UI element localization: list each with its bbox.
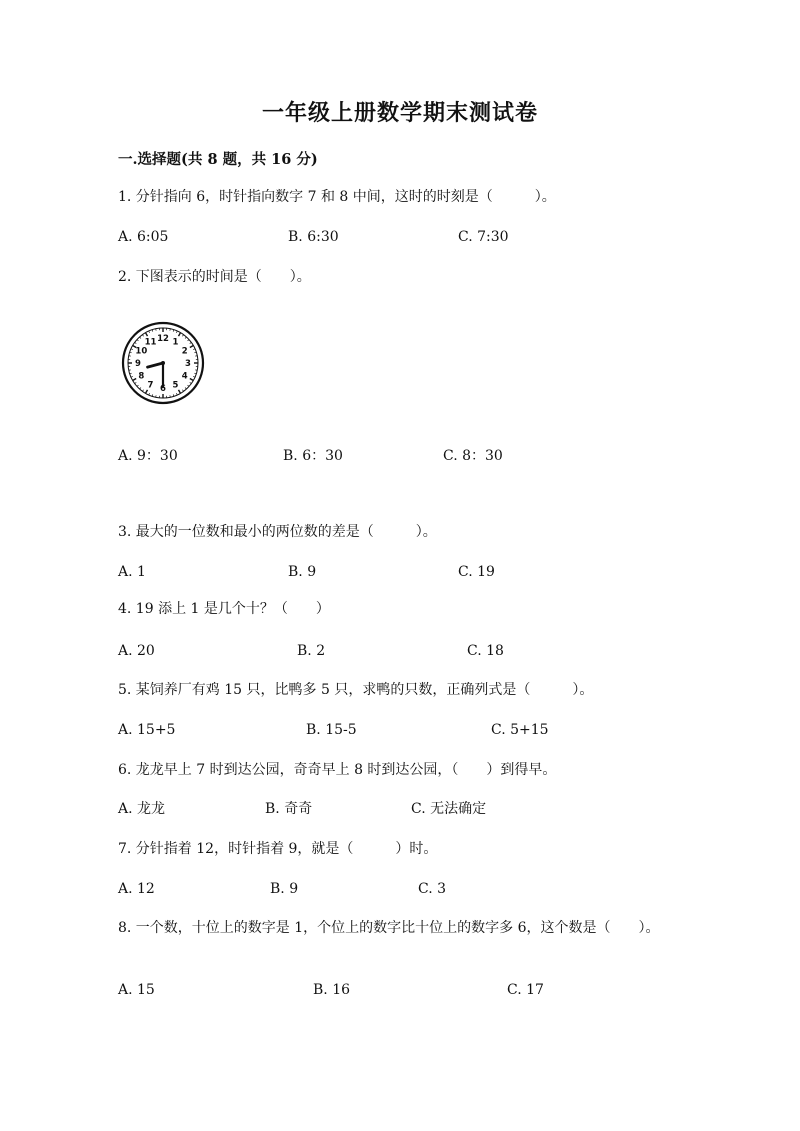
q4-option-b[interactable]: B. 2 — [297, 643, 326, 659]
q4-option-c[interactable]: C. 18 — [467, 643, 504, 659]
q3-option-c[interactable]: C. 19 — [458, 564, 495, 580]
q3-option-a[interactable]: A. 1 — [118, 564, 146, 580]
clock-number: 12 — [157, 334, 169, 344]
q5-option-a[interactable]: A. 15+5 — [118, 722, 176, 738]
clock-number: 9 — [135, 359, 141, 369]
page-title: 一年级上册数学期末测试卷 — [261, 100, 538, 126]
q7-option-a[interactable]: A. 12 — [118, 881, 155, 897]
q1-option-b[interactable]: B. 6:30 — [288, 229, 339, 245]
clock-number: 10 — [135, 346, 148, 357]
section-heading: 一.选择题(共 8 题，共 16 分) — [118, 151, 318, 168]
q5-option-c[interactable]: C. 5+15 — [491, 722, 549, 738]
question-7: 7. 分针指着 12，时针指着 9，就是（ ）时。 — [118, 841, 438, 857]
q8-option-c[interactable]: C. 17 — [507, 982, 544, 998]
q1-option-c[interactable]: C. 7:30 — [458, 229, 509, 245]
clock-number: 7 — [147, 380, 154, 391]
q2-option-b[interactable]: B. 6：30 — [283, 448, 343, 464]
clock-number: 1 — [172, 337, 179, 348]
question-4: 4. 19 添上 1 是几个十？（ ） — [118, 601, 330, 617]
q4-option-a[interactable]: A. 20 — [118, 643, 155, 659]
clock-figure — [121, 321, 205, 405]
clock-number: 3 — [185, 359, 191, 369]
clock-number: 11 — [144, 337, 157, 348]
question-6: 6. 龙龙早上 7 时到达公园，奇奇早上 8 时到达公园，（ ）到得早。 — [118, 762, 557, 778]
q1-option-a[interactable]: A. 6:05 — [118, 229, 169, 245]
question-3: 3. 最大的一位数和最小的两位数的差是（ ）。 — [118, 524, 437, 540]
clock-number: 2 — [181, 346, 188, 357]
q2-option-a[interactable]: A. 9：30 — [118, 448, 178, 464]
clock-number: 6 — [160, 384, 166, 394]
question-1: 1. 分针指向 6，时针指向数字 7 和 8 中间，这时的时刻是（ ）。 — [118, 189, 556, 205]
q5-option-b[interactable]: B. 15-5 — [306, 722, 357, 738]
q7-option-c[interactable]: C. 3 — [418, 881, 447, 897]
clock-center — [161, 361, 165, 365]
clock-number: 8 — [138, 371, 145, 382]
q2-option-c[interactable]: C. 8：30 — [443, 448, 503, 464]
q8-option-b[interactable]: B. 16 — [313, 982, 351, 998]
question-5: 5. 某饲养厂有鸡 15 只，比鸭多 5 只，求鸭的只数，正确列式是（ ）。 — [118, 682, 594, 698]
q8-option-a[interactable]: A. 15 — [118, 982, 155, 998]
question-2: 2. 下图表示的时间是（ ）。 — [118, 269, 311, 285]
clock-number: 5 — [172, 380, 179, 391]
q7-option-b[interactable]: B. 9 — [270, 881, 299, 897]
question-8: 8. 一个数，十位上的数字是 1，个位上的数字比十位上的数字多 6，这个数是（ ）。 — [118, 920, 660, 936]
clock-number: 4 — [181, 371, 188, 382]
q6-option-a[interactable]: A. 龙龙 — [118, 801, 166, 817]
q6-option-c[interactable]: C. 无法确定 — [411, 801, 487, 817]
q3-option-b[interactable]: B. 9 — [288, 564, 317, 580]
q6-option-b[interactable]: B. 奇奇 — [265, 801, 313, 817]
